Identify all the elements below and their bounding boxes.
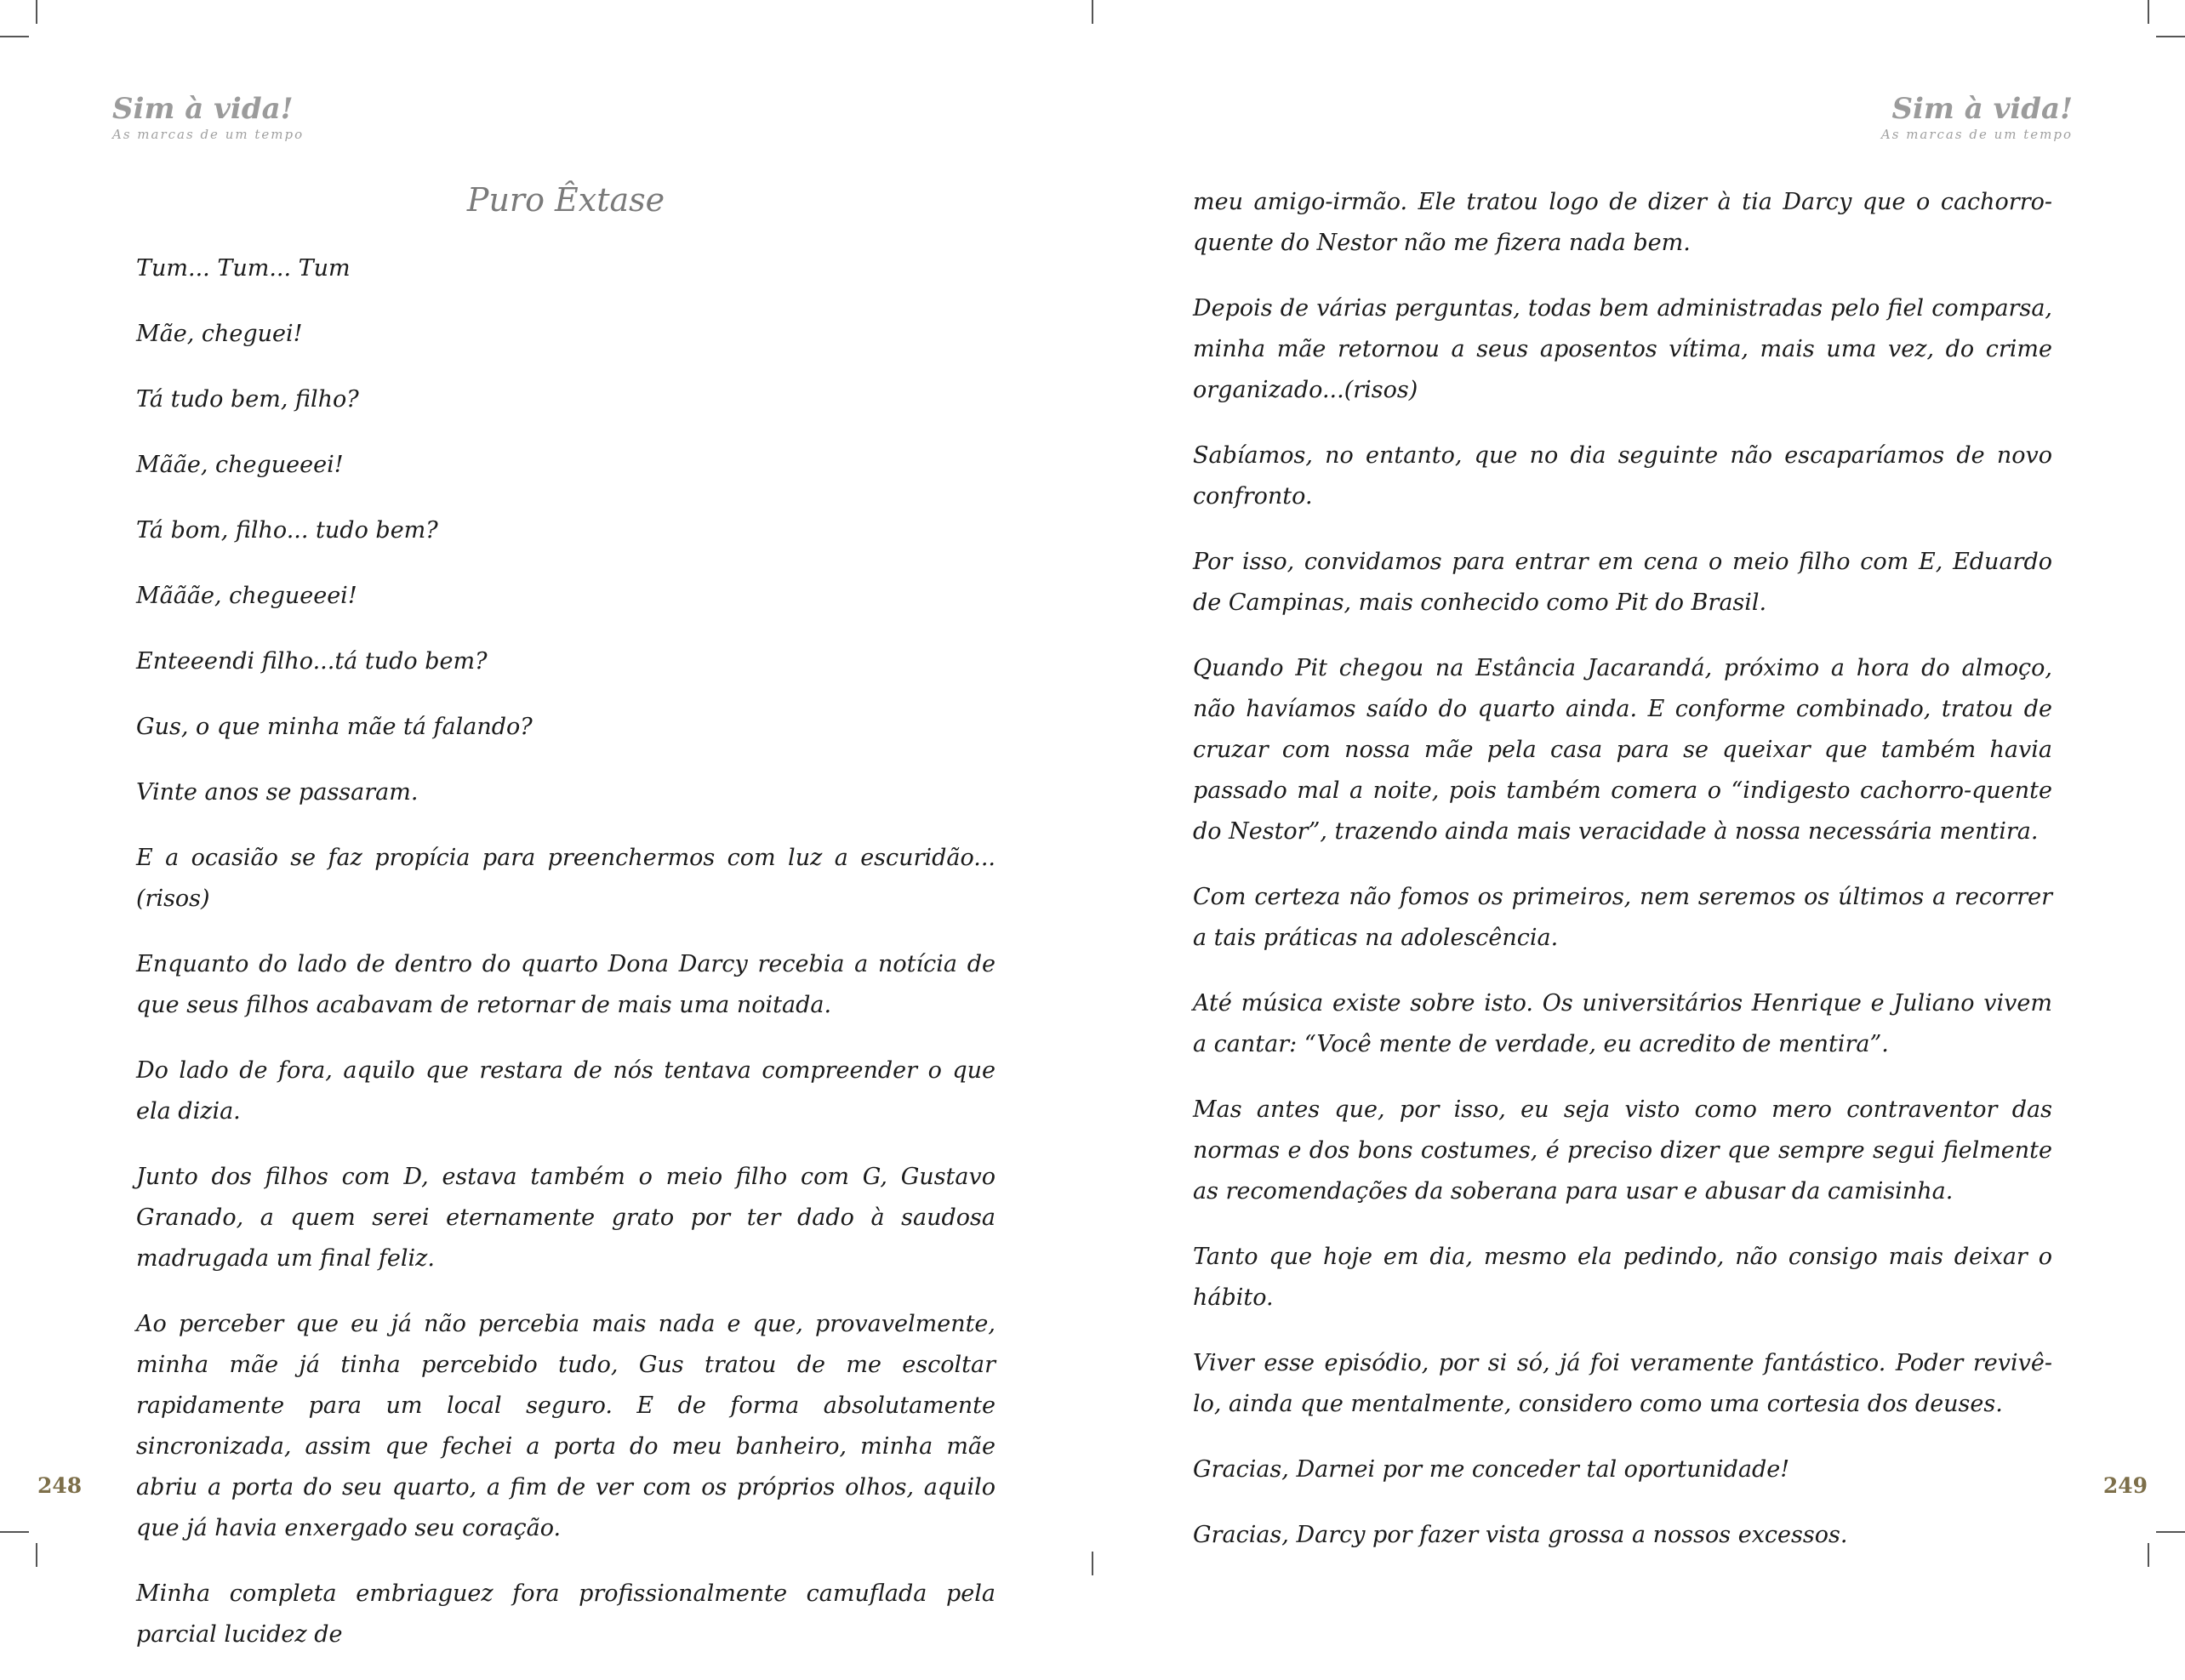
paragraph: Tá bom, filho... tudo bem? [136, 517, 438, 544]
paragraph: Tá tudo bem, filho? [136, 386, 359, 413]
page-number: 249 [2102, 1473, 2148, 1498]
running-title: Sim à vida! [1891, 92, 2073, 126]
body-text [1193, 182, 2052, 1580]
paragraph: Gracias, Darcy por fazer vista grossa a nossos excessos. [1193, 1522, 1848, 1548]
paragraph: Mãe, cheguei! [136, 321, 303, 347]
paragraph: Tum... Tum... Tum [136, 255, 351, 282]
running-title: Sim à vida! [112, 92, 294, 126]
paragraph: Mãããe, chegueeei! [136, 583, 357, 609]
paragraph: Quando Pit chegou na Estância Jacarandá, próximo a hora do almoço, não havíamos saído do quarto ainda. E conforme combinado, tratou de cruzar com nossa mãe pela casa para se queixar que também havia passado mal a noite, pois também comera o “indigesto cachorro-quente do Nestor”, trazendo ainda mais veracidade à nossa necessária mentira. [1193, 655, 2052, 845]
paragraph: Minha completa embriaguez fora profissionalmente camuflada pela parcial lucidez de [136, 1580, 996, 1648]
page-number: 248 [37, 1473, 83, 1498]
running-header [112, 92, 304, 143]
paragraph: Mas antes que, por isso, eu seja visto como mero contraventor das normas e dos bons costumes, é preciso dizer que sempre segui fielmente as recomendações da soberana para usar e abusar da camisinha. [1193, 1096, 2052, 1204]
paragraph: Enquanto do lado de dentro do quarto Dona Darcy recebia a notícia de que seus filhos acabavam de retornar de mais uma noitada. [136, 951, 996, 1018]
chapter-title: Puro Êxtase [466, 181, 665, 219]
paragraph: Gus, o que minha mãe tá falando? [136, 714, 533, 740]
paragraph: meu amigo-irmão. Ele tratou logo de dizer à tia Darcy que o cachorro-quente do Nestor não me fizera nada bem. [1193, 189, 2052, 256]
paragraph: Tanto que hoje em dia, mesmo ela pedindo, não consigo mais deixar o hábito. [1193, 1244, 2052, 1311]
paragraph: Vinte anos se passaram. [136, 779, 419, 806]
paragraph: Sabíamos, no entanto, que no dia seguinte não escaparíamos de novo confronto. [1193, 442, 2052, 510]
body-text [136, 248, 996, 1680]
paragraph: Ao perceber que eu já não percebia mais nada e que, provavelmente, minha mãe já tinha percebido tudo, Gus tratou de me escoltar rapidamente para um local seguro. E de forma absolutamente sincronizada, assim que fechei a porta do meu banheiro, minha mãe abriu a porta do seu quarto, a fim de ver com os próprios olhos, aquilo que já havia enxergado seu coração. [136, 1311, 996, 1541]
paragraph: Viver esse episódio, por si só, já foi veramente fantástico. Poder revivê-lo, ainda que mentalmente, considero como uma cortesia dos deuses. [1193, 1350, 2052, 1417]
paragraph: Com certeza não fomos os primeiros, nem seremos os últimos a recorrer a tais práticas na adolescência. [1193, 884, 2052, 951]
paragraph: Depois de várias perguntas, todas bem administradas pelo fiel comparsa, minha mãe retornou a seus aposentos vítima, mais uma vez, do crime organizado...(risos) [1193, 295, 2052, 403]
right-page [1092, 0, 2185, 1567]
running-subtitle: As marcas de um tempo [1880, 127, 2073, 142]
paragraph: Junto dos filhos com D, estava também o meio filho com G, Gustavo Granado, a quem serei eternamente grato por ter dado à saudosa madrugada um final feliz. [136, 1164, 996, 1272]
paragraph: Por isso, convidamos para entrar em cena o meio filho com E, Eduardo de Campinas, mais conhecido como Pit do Brasil. [1193, 549, 2052, 616]
paragraph: Gracias, Darnei por me conceder tal oportunidade! [1193, 1456, 1790, 1483]
running-header [1881, 92, 2073, 143]
paragraph: Até música existe sobre isto. Os universitários Henrique e Juliano vivem a cantar: “Você mente de verdade, eu acredito de mentira”. [1193, 990, 2052, 1057]
running-subtitle: As marcas de um tempo [112, 127, 305, 142]
paragraph: E a ocasião se faz propícia para preenchermos com luz a escuridão...(risos) [136, 845, 996, 912]
paragraph: Do lado de fora, aquilo que restara de nós tentava compreender o que ela dizia. [136, 1057, 996, 1125]
paragraph: Enteeendi filho...tá tudo bem? [136, 648, 488, 675]
left-page [0, 0, 1092, 1648]
paragraph: Mããe, chegueeei! [136, 452, 344, 478]
